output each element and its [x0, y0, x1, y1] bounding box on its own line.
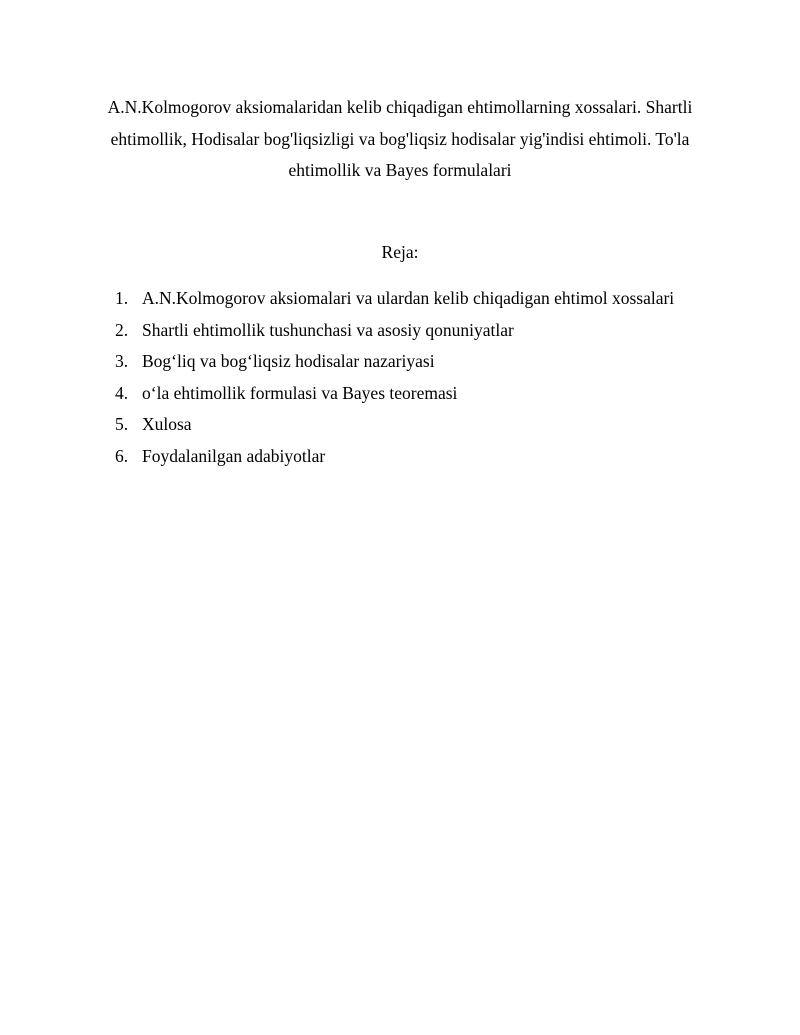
- plan-item: [115, 283, 755, 315]
- plan-list: [115, 283, 755, 472]
- plan-item-number: 5.: [115, 414, 129, 434]
- plan-item-number: 3.: [115, 351, 129, 371]
- plan-item-text: Shartli ehtimollik tushunchasi va asosiy qonuniyatlar: [142, 319, 514, 340]
- plan-item: [115, 409, 755, 441]
- plan-item-text: Bog‘liq va bog‘liqsiz hodisalar nazariyasi: [142, 351, 435, 371]
- plan-item: [115, 315, 755, 347]
- plan-item-number: 6.: [115, 445, 129, 466]
- plan-item: [115, 346, 755, 378]
- plan-item-number: 1.: [115, 288, 129, 308]
- plan-item-number: 4.: [115, 382, 129, 403]
- plan-item-text: A.N.Kolmogorov aksiomalari va ulardan kelib chiqadigan ehtimol xossalari: [142, 288, 675, 308]
- plan-heading: Reja:: [381, 242, 419, 262]
- plan-item-number: 2.: [115, 319, 129, 340]
- document-title: A.N.Kolmogorov aksiomalaridan kelib chiqadigan ehtimollarning xossalari. Shartli ehtimollik, Hodisalar bog'liqsizligi va bog'liqsiz hodisalar yig'indisi ehtimoli. To'la ehtimollik va Bayes formulalari: [107, 97, 693, 180]
- plan-item-text: Foydalanilgan adabiyotlar: [142, 445, 326, 466]
- plan-item: [115, 441, 755, 473]
- plan-item-text: Xulosa: [142, 414, 192, 434]
- plan-item-text: o‘la ehtimollik formulasi va Bayes teoremasi: [142, 382, 458, 403]
- plan-item: [115, 378, 755, 410]
